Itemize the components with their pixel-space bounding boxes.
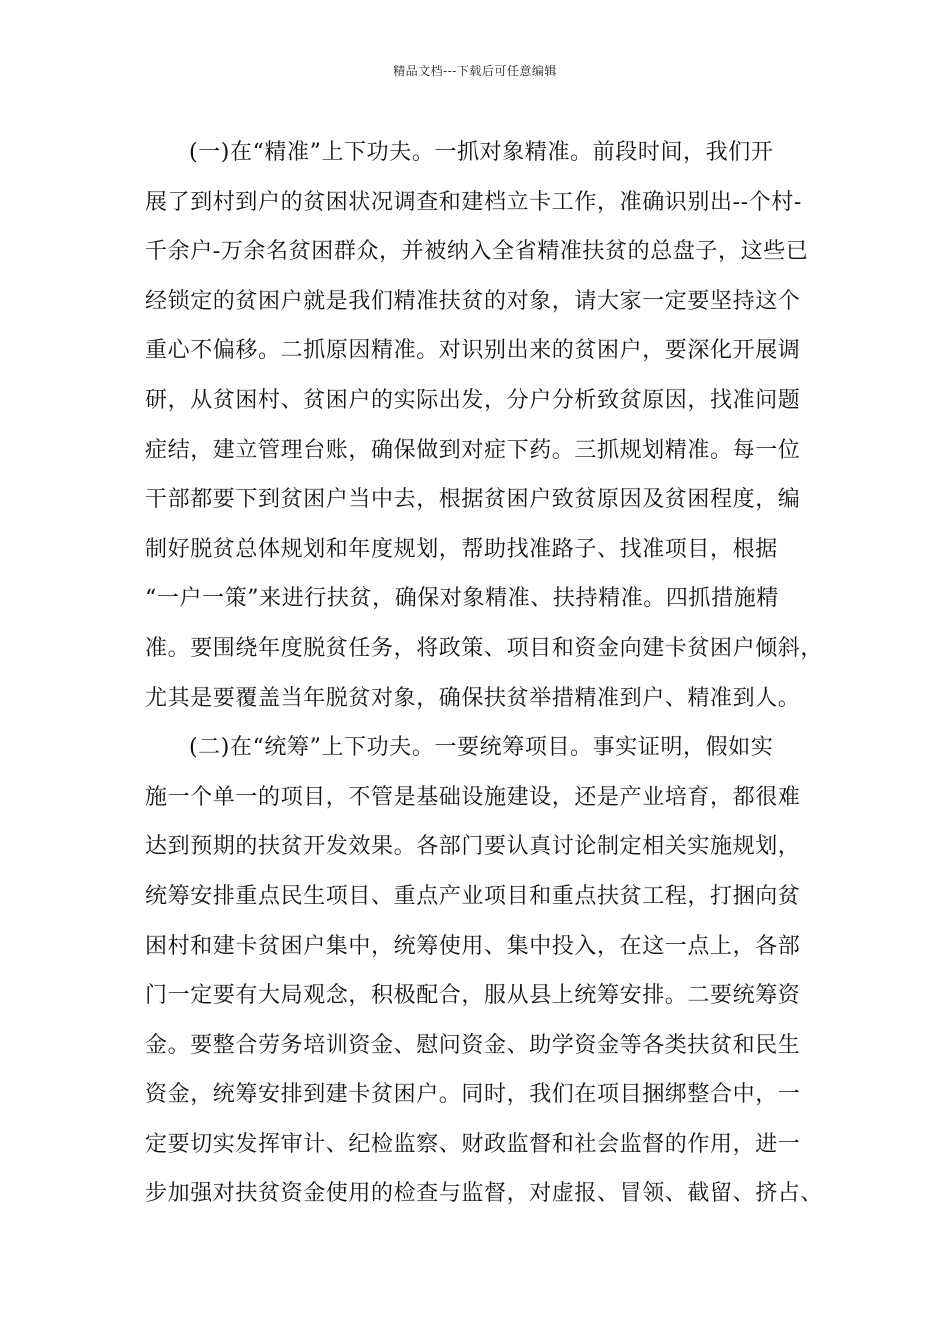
text-line: 资金，统筹安排到建卡贫困户。同时，我们在项目捆绑整合中，一 bbox=[145, 1082, 801, 1108]
text-line: 施一个单一的项目，不管是基础设施建设，还是产业培育，都很难 bbox=[145, 784, 801, 810]
text-line: 定要切实发挥审计、纪检监察、财政监督和社会监督的作用，进一 bbox=[145, 1131, 801, 1157]
text-line: 研，从贫困村、贫困户的实际出发，分户分析致贫原因，找准问题 bbox=[145, 387, 801, 413]
paragraph-1 bbox=[145, 128, 825, 723]
text-line: 展了到村到户的贫困状况调查和建档立卡工作，准确识别出--个村- bbox=[145, 189, 802, 215]
text-line: 重心不偏移。二抓原因精准。对识别出来的贫困户，要深化开展调 bbox=[145, 338, 801, 364]
text-line: 千余户-万余名贫困群众，并被纳入全省精准扶贫的总盘子，这些已 bbox=[145, 239, 809, 265]
text-line: “一户一策”来进行扶贫，确保对象精准、扶持精准。四抓措施精 bbox=[145, 586, 779, 612]
text-line: 金。要整合劳务培训资金、慰问资金、助学资金等各类扶贫和民生 bbox=[145, 1032, 801, 1058]
text-line: 准。要围绕年度脱贫任务，将政策、项目和资金向建卡贫困户倾斜， bbox=[145, 635, 824, 661]
paragraph-2 bbox=[145, 723, 825, 1219]
text-line: 干部都要下到贫困户当中去，根据贫困户致贫原因及贫困程度，编 bbox=[145, 487, 801, 513]
text-line: (一)在“精准”上下功夫。一抓对象精准。前段时间，我们开 bbox=[189, 140, 774, 165]
text-line: 尤其是要覆盖当年脱贫对象，确保扶贫举措精准到户、精准到人。 bbox=[145, 685, 801, 711]
text-line: 门一定要有大局观念，积极配合，服从县上统筹安排。二要统筹资 bbox=[145, 983, 801, 1009]
text-line: 步加强对扶贫资金使用的检查与监督，对虚报、冒领、截留、挤占、 bbox=[145, 1181, 824, 1207]
document-body bbox=[145, 128, 825, 1219]
text-line: (二)在“统筹”上下功夫。一要统筹项目。事实证明，假如实 bbox=[189, 735, 774, 761]
text-line: 达到预期的扶贫开发效果。各部门要认真讨论制定相关实施规划， bbox=[145, 834, 801, 860]
text-line: 症结，建立管理台账，确保做到对症下药。三抓规划精准。每一位 bbox=[145, 437, 801, 463]
text-line: 制好脱贫总体规划和年度规划，帮助找准路子、找准项目，根据 bbox=[145, 536, 778, 562]
text-line: 困村和建卡贫困户集中，统筹使用、集中投入，在这一点上，各部 bbox=[145, 933, 801, 959]
text-line: 统筹安排重点民生项目、重点产业项目和重点扶贫工程，打捆向贫 bbox=[145, 883, 801, 909]
text-line: 经锁定的贫困户就是我们精准扶贫的对象，请大家一定要坚持这个 bbox=[145, 288, 801, 314]
page-header: 精品文档---下载后可任意编辑 bbox=[393, 64, 557, 78]
